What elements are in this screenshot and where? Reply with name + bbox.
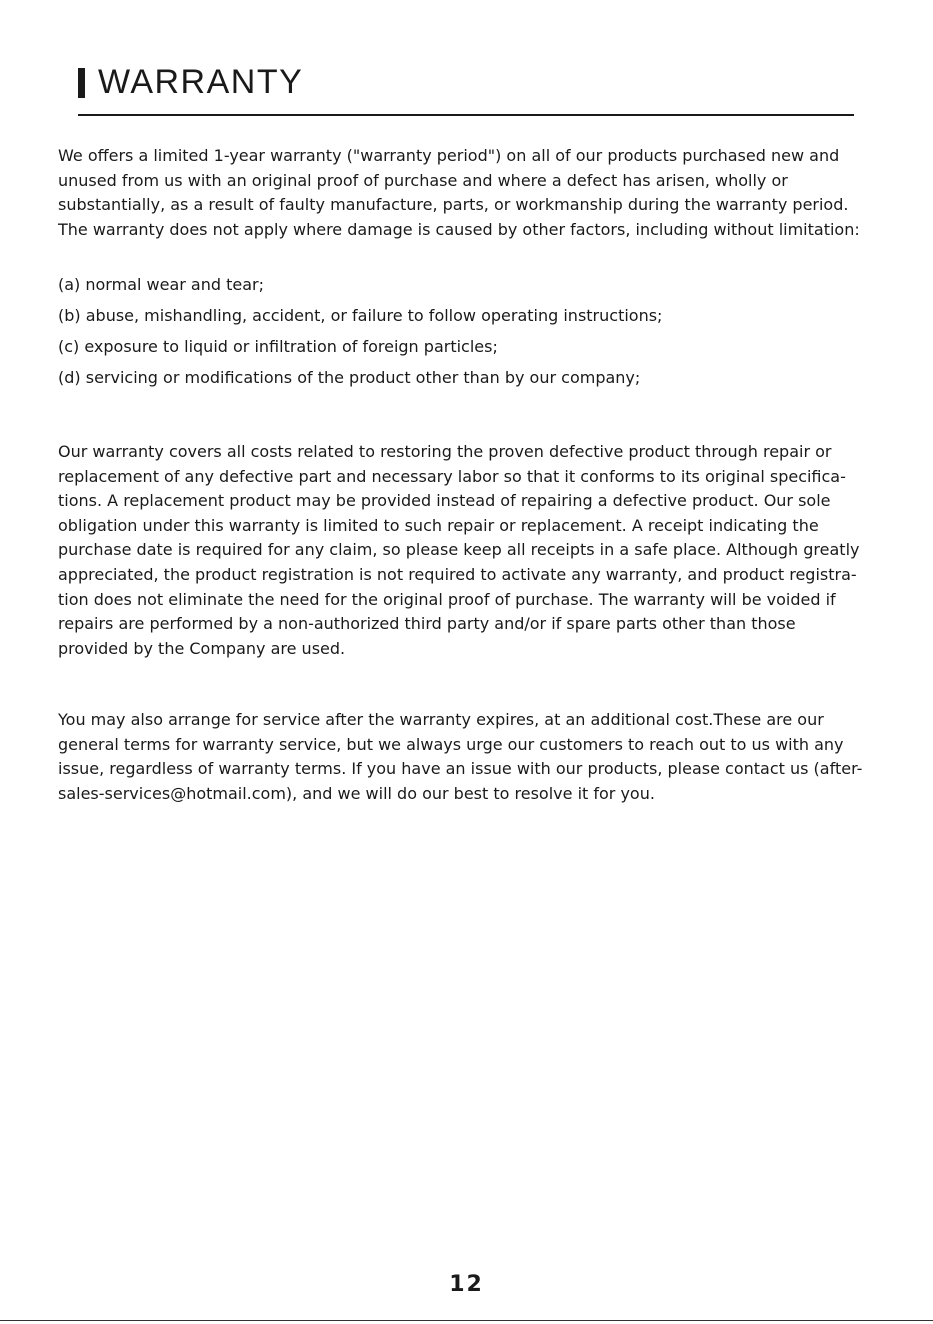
intro-paragraph: We offers a limited 1-year warranty ("warranty period") on all of our products purchased new and unused from us with an original proof of purchase and where a defect has arisen, wholly or substantially, as a result of faulty manufacture, parts, or workmanship during the warranty period. The warranty does not apply where damage is caused by other factors, including without limitation: (58, 146, 860, 239)
list-item: (c) exposure to liquid or infiltration of foreign particles; (58, 337, 498, 356)
exclusions-list (58, 273, 870, 397)
list-item: (a) normal wear and tear; (58, 275, 264, 294)
section-header (78, 62, 854, 116)
list-item: (d) servicing or modifications of the product other than by our company; (58, 368, 641, 387)
page-number: 12 (449, 1272, 484, 1297)
coverage-paragraph: Our warranty covers all costs related to restoring the proven defective product through repair or replacement of any defective part and necessary labor so that it conforms to its original specifica- tions. A replacement product may be provided instead of repairing a defective product. Our sole obligation under this warranty is limited to such repair or replacement. A receipt indicating the purchase date is required for any claim, so please keep all receipts in a safe place. Although greatly appreciated, the product registration is not required to activate any warranty, and product registra- tion does not eliminate the need for the original proof of purchase. The warranty will be voided if repairs are performed by a non-authorized third party and/or if spare parts other than those provided by the Company are used. (58, 442, 860, 658)
bottom-divider (0, 1320, 933, 1321)
list-item: (b) abuse, mishandling, accident, or failure to follow operating instructions; (58, 306, 663, 325)
title-marker-bar (78, 68, 85, 98)
title-underline (78, 114, 854, 116)
service-paragraph: You may also arrange for service after the warranty expires, at an additional cost.These are our general terms for warranty service, but we always urge our customers to reach out to us with any issue, regardless of warranty terms. If you have an issue with our products, please contact us (after-sales-services@hotmail.com), and we will do our best to resolve it for you. (58, 710, 863, 803)
page-title: WARRANTY (98, 63, 304, 101)
